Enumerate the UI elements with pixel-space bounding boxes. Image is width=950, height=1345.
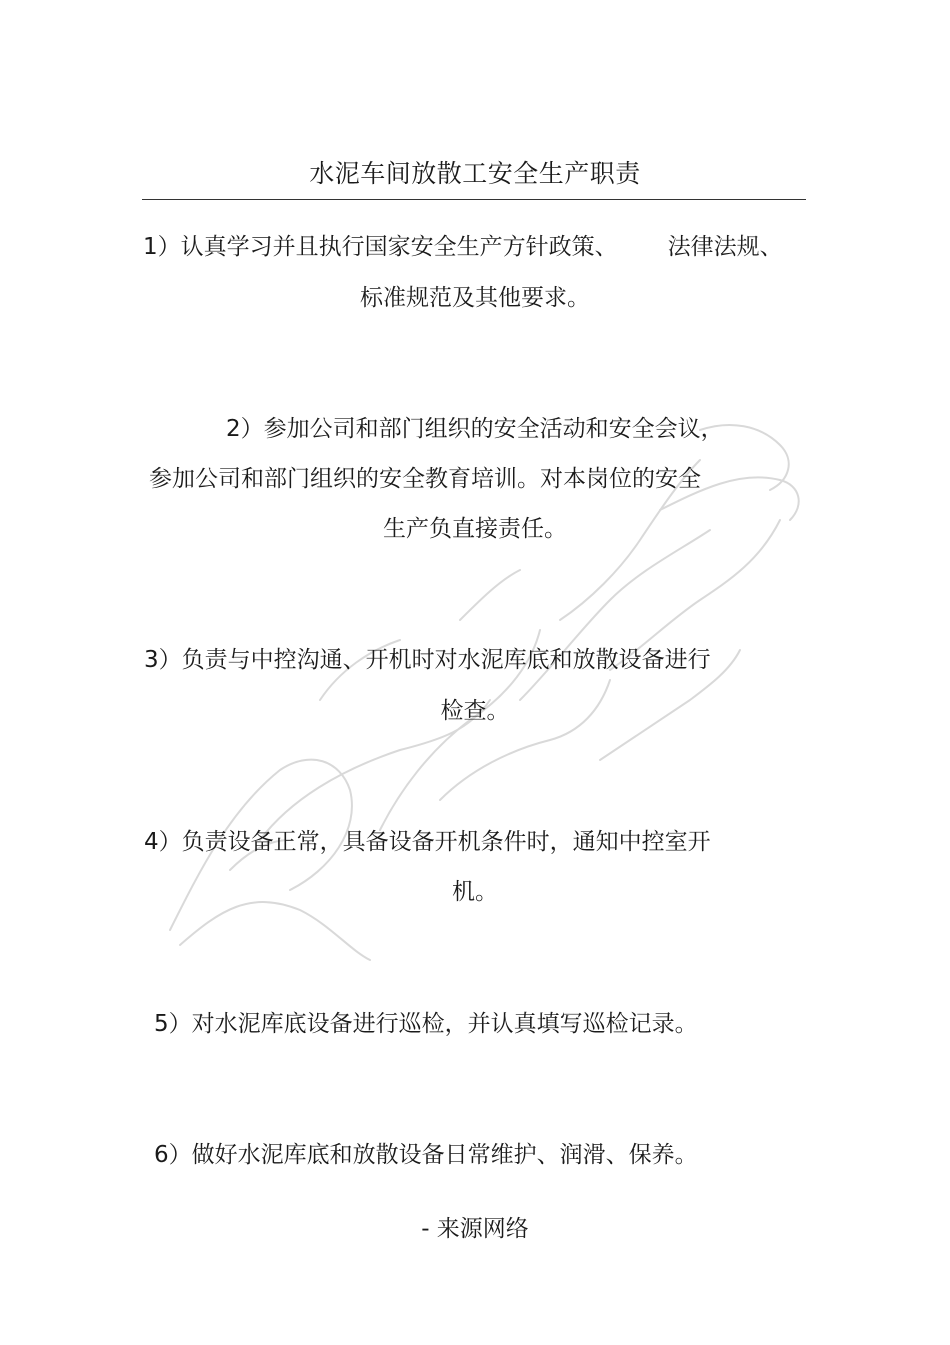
item-5-line-1: 5）对水泥库底设备进行巡检，并认真填写巡检记录。 <box>154 1011 698 1037</box>
item-1-line-1 <box>143 230 783 264</box>
item-3-line-2: 检查。 <box>440 698 510 724</box>
item-4-line-2: 机。 <box>452 879 498 905</box>
item-2-line-3: 生产负直接责任。 <box>383 516 567 542</box>
page-title: 水泥车间放散工安全生产职责 <box>309 159 641 188</box>
item-3-line-1: 3）负责与中控沟通、开机时对水泥库底和放散设备进行 <box>144 647 711 673</box>
item-2-line-1: 2）参加公司和部门组织的安全活动和安全会议， <box>226 416 724 442</box>
item-2-line-2: 参加公司和部门组织的安全教育培训。对本岗位的安全 <box>149 466 701 492</box>
item-1-text-a: 1）认真学习并且执行国家安全生产方针政策、 <box>143 234 618 260</box>
source-footer: - 来源网络 <box>421 1216 529 1242</box>
title-divider <box>142 199 806 200</box>
item-1-text-b: 法律法规、 <box>667 234 783 260</box>
item-6-line-1: 6）做好水泥库底和放散设备日常维护、润滑、保养。 <box>154 1142 698 1168</box>
item-1-line-2: 标准规范及其他要求。 <box>360 285 590 311</box>
item-4-line-1: 4）负责设备正常，具备设备开机条件时，通知中控室开 <box>144 829 711 855</box>
